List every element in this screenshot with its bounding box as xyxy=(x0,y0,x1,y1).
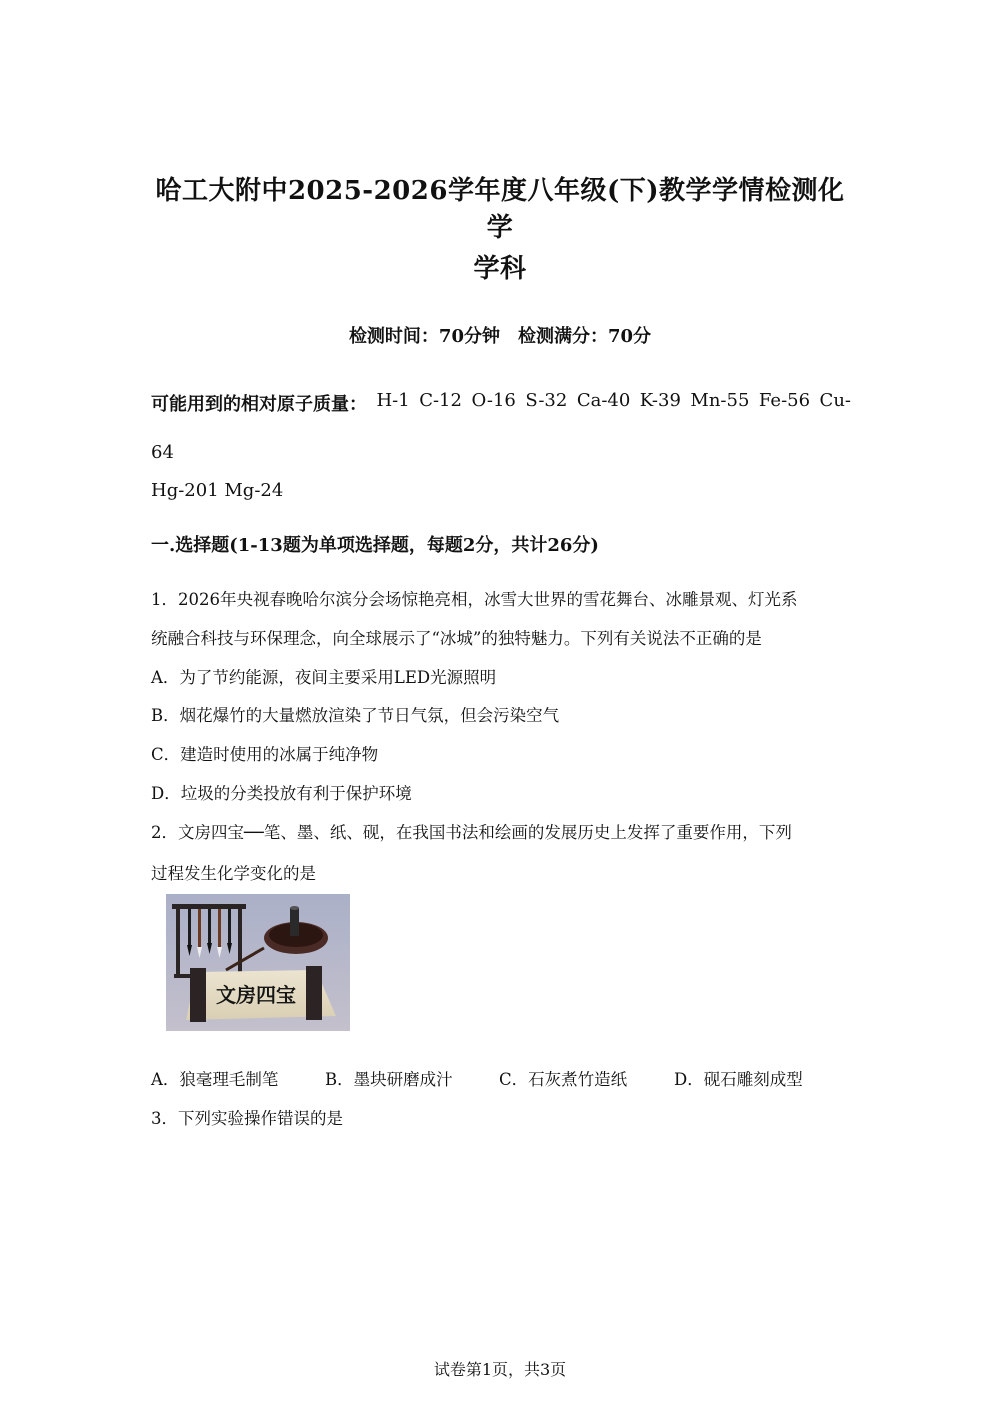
page-footer: 试卷第1页，共3页 xyxy=(433,1360,567,1379)
atomic-mass-item: Cu- xyxy=(819,390,851,411)
atomic-mass-line2: Hg-201 Mg-24 xyxy=(151,480,284,501)
figure-caption: 文房四宝 xyxy=(216,983,296,1007)
atomic-mass-item: Ca-40 xyxy=(576,390,631,411)
question-2-option-a: A．狼毫理毛制笔 xyxy=(151,1070,279,1089)
atomic-mass-item: C-12 xyxy=(419,390,462,411)
atomic-mass-item: S-32 xyxy=(525,390,568,411)
question-2-stem-line1: 2．文房四宝──笔、墨、纸、砚，在我国书法和绘画的发展历史上发挥了重要作用，下列 xyxy=(151,823,792,842)
exam-title-line2: 学科 xyxy=(473,254,527,284)
atomic-mass-item: Mn-55 xyxy=(690,390,750,411)
atomic-mass-item: H-1 xyxy=(376,390,410,411)
atomic-mass-wrap: 64 xyxy=(151,442,174,463)
question-2-stem-line2: 过程发生化学变化的是 xyxy=(151,864,316,883)
question-2-option-d: D．砚石雕刻成型 xyxy=(674,1070,803,1089)
question-1-option-d: D．垃圾的分类投放有利于保护环境 xyxy=(151,784,412,803)
question-1-option-c: C．建造时使用的冰属于纯净物 xyxy=(151,745,379,764)
exam-title-line1: 哈工大附中2025-2026学年度八年级(下)教学学情检测化学 xyxy=(155,176,845,243)
section-heading: 一.选择题(1-13题为单项选择题，每题2分，共计26分) xyxy=(151,535,599,556)
question-1-option-b: B．烟花爆竹的大量燃放渲染了节日气氛，但会污染空气 xyxy=(151,706,560,725)
atomic-mass-item: Fe-56 xyxy=(758,390,811,411)
atomic-mass-label: 可能用到的相对原子质量： xyxy=(151,394,367,415)
question-2-option-b: B．墨块研磨成汁 xyxy=(325,1070,453,1089)
paper-scroll-icon xyxy=(186,966,336,1022)
question-2-option-c: C．石灰煮竹造纸 xyxy=(499,1070,628,1089)
exam-info: 检测时间：70分钟 检测满分：70分 xyxy=(348,326,652,347)
atomic-mass-line xyxy=(151,390,851,416)
atomic-mass-item: K-39 xyxy=(639,390,681,411)
atomic-mass-item: O-16 xyxy=(471,390,516,411)
question-1-stem-line2: 统融合科技与环保理念，向全球展示了“冰城”的独特魅力。下列有关说法不正确的是 xyxy=(151,629,762,648)
question-1-stem-line1: 1．2026年央视春晚哈尔滨分会场惊艳亮相，冰雪大世界的雪花舞台、冰雕景观、灯光系 xyxy=(151,590,798,609)
question-3-stem: 3．下列实验操作错误的是 xyxy=(151,1109,343,1128)
four-treasures-illustration xyxy=(166,894,350,1031)
question-1-option-a: A．为了节约能源，夜间主要采用LED光源照明 xyxy=(151,668,497,687)
